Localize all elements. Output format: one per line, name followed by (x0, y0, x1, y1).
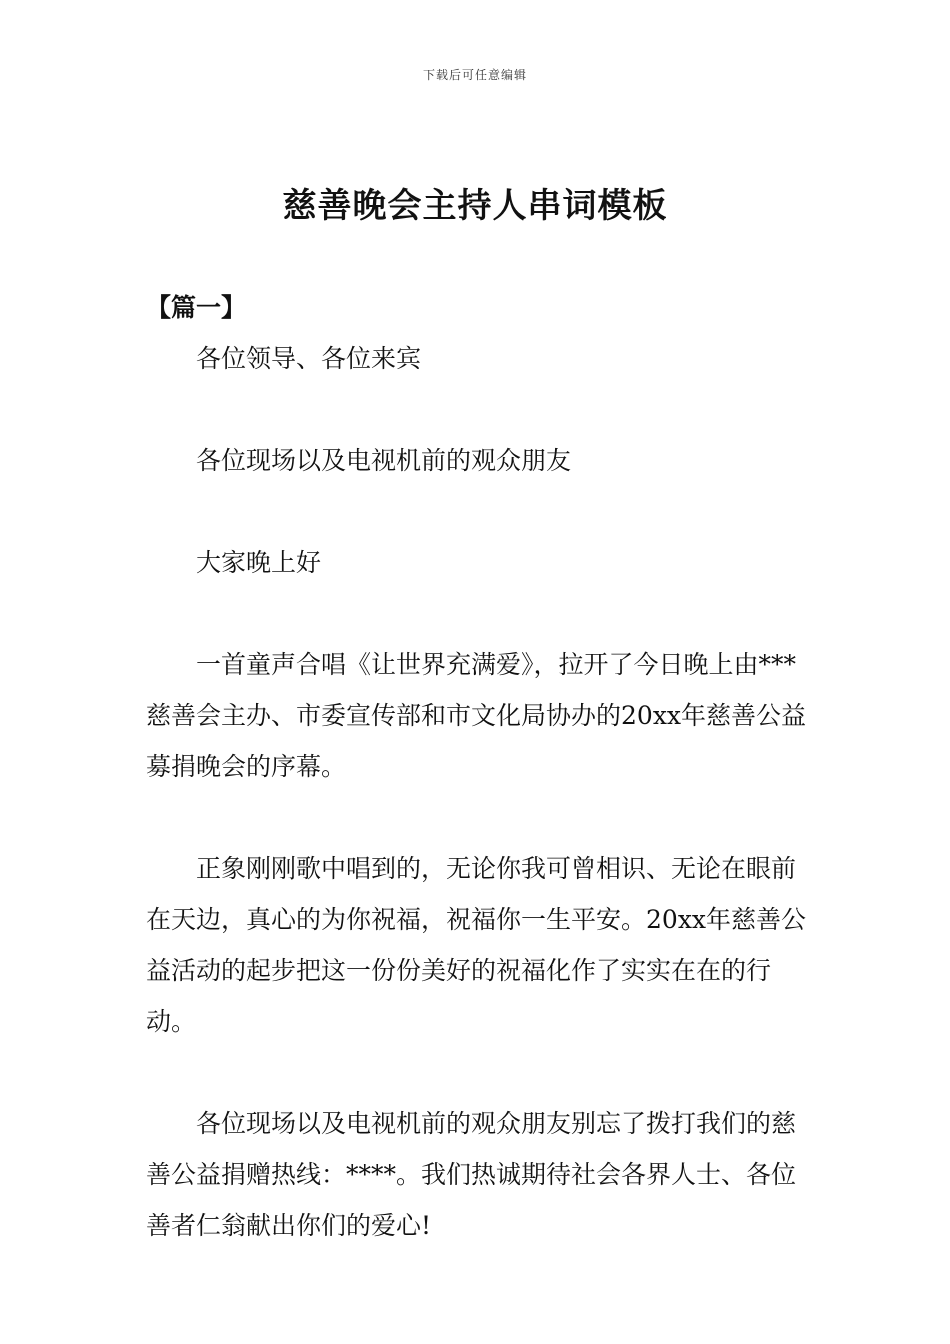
paragraph-greeting-audience: 各位现场以及电视机前的观众朋友 (196, 446, 572, 475)
paragraph-good-evening: 大家晚上好 (196, 548, 322, 577)
paragraph-hotline: 各位现场以及电视机前的观众朋友别忘了拨打我们的慈善公益捐赠热线：****。我们热诚期待社会各界人士、各位善者仁翁献出你们的爱心! (146, 1109, 797, 1240)
document-title: 慈善晚会主持人串词模板 (282, 186, 668, 226)
document-body (146, 282, 810, 1251)
paragraph-opening: 一首童声合唱《让世界充满爱》，拉开了今日晚上由***慈善会主办、市委宣传部和市文化局协办的20xx年慈善公益募捐晚会的序幕。 (146, 650, 807, 781)
section-label: 【篇一】 (146, 293, 247, 322)
paragraph-greeting-leaders: 各位领导、各位来宾 (196, 344, 422, 373)
header-note: 下载后可任意编辑 (422, 68, 527, 82)
paragraph-blessing: 正象刚刚歌中唱到的，无论你我可曾相识、无论在眼前在天边，真心的为你祝福，祝福你一生平安。20xx年慈善公益活动的起步把这一份份美好的祝福化作了实实在在的行动。 (146, 854, 807, 1036)
